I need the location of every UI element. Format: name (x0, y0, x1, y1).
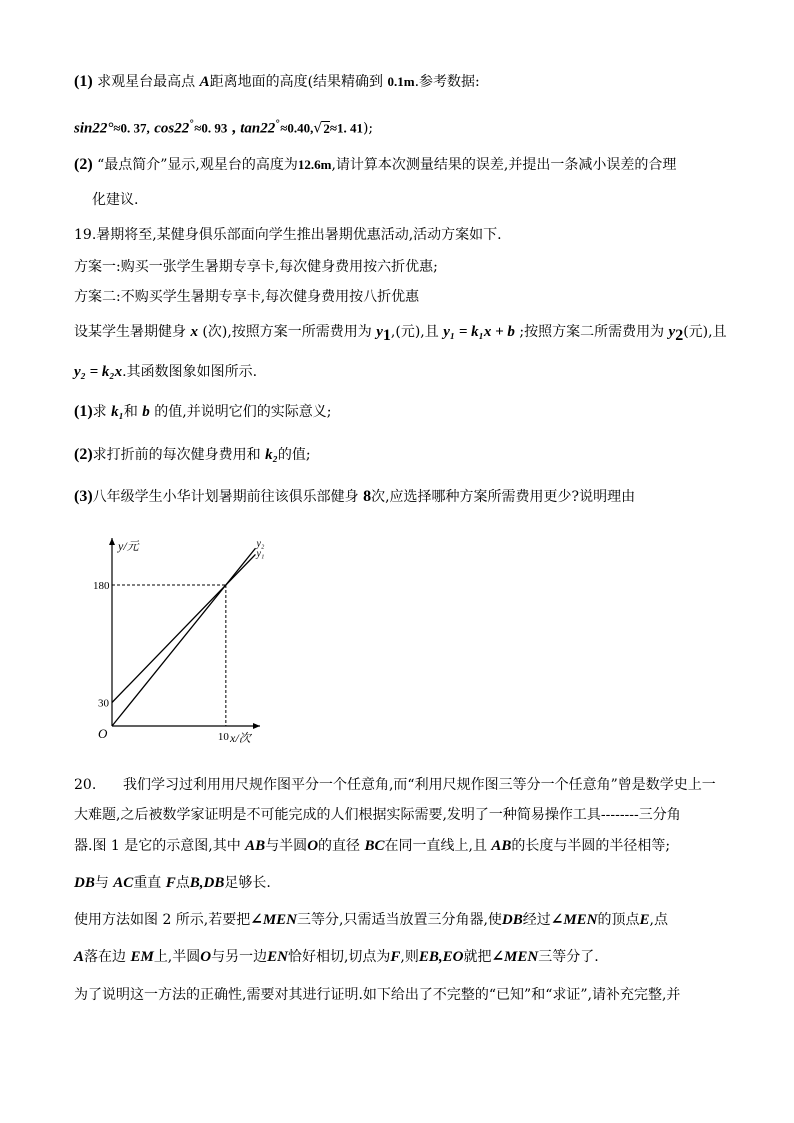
q18-part2-number: (2) (74, 156, 93, 173)
series-label-2: y₂ (256, 538, 265, 550)
q19-sub1: (1)求 k₁和 b 的值,并说明它们的实际意义; (74, 403, 332, 420)
cost-function-graph (90, 530, 290, 750)
q19-sub3: (3)八年级学生小华计划暑期前往该俱乐部健身 8次,应选择哪种方案所需费用更少?说明理由 (74, 488, 636, 505)
q20-line1: 20. 我们学习过利用用尺规作图平分一个任意角,而“利用尺规作图三等分一个任意角”曾是数学史上一 (74, 777, 716, 793)
q19-sub2: (2)求打折前的每次健身费用和 k₂的值; (74, 446, 311, 463)
q18-part2-line2: 化建议. (92, 192, 139, 208)
graph-marks (93, 538, 265, 743)
q20-line5: 使用方法如图 2 所示,若要把∠MEN三等分,只需适当放置三分角器,使DB经过∠MEN的顶点E,点 (74, 912, 668, 928)
origin-label: O (98, 726, 108, 741)
x-axis-arrow (253, 723, 260, 729)
series-line-1 (112, 554, 255, 702)
q20-line2: 大难题,之后被数学家证明是不可能完成的人们根据实际需要,发明了一种简易操作工具--------三分角 (74, 807, 681, 823)
q20-line4: DB与 AC重直 F点B,DB足够长. (74, 875, 271, 891)
q19-plan2: 方案二:不购买学生暑期专享卡,每次健身费用按八折优惠 (74, 289, 420, 305)
q19-title: 19.暑期将至,某健身俱乐部面向学生推出暑期优惠活动,活动方案如下. (74, 227, 502, 243)
q18-reference-data: sin22°≈0. 37, cos22°≈0. 93 , tan22°≈0.40,√2≈1. 41); (74, 119, 374, 137)
q19-plan1: 方案一:购买一张学生暑期专享卡,每次健身费用按六折优惠; (74, 259, 438, 275)
series-label-1: y₁ (256, 548, 265, 560)
y-tick-180: 180 (93, 580, 110, 592)
q19-setup-line: 设某学生暑期健身 x (次),按照方案一所需费用为 $y_1$,(元),且 y₁ = k₁x + b ;按照方案二所需费用为 $y_2$(元),且 (74, 324, 727, 344)
q20-line6: A落在边 EM上,半圆O与另一边EN恰好相切,切点为F,则EB,EO就把∠MEN三等分了. (74, 949, 599, 965)
q19-setup-line2: y₂ = k₂x.其函数图象如图所示. (74, 364, 258, 380)
y-axis-arrow (109, 538, 115, 545)
q18-part1-line: (1) 求观星台最高点 A距离地面的高度(结果精确到 0.1m.参考数据: (74, 73, 480, 90)
x-tick-10: 10 (217, 731, 229, 743)
x-axis-label: x/次 (230, 731, 251, 745)
y-axis-label: y/元 (118, 539, 139, 553)
series-line-2 (112, 548, 255, 726)
q20-line7: 为了说明这一方法的正确性,需要对其进行证明.如下给出了不完整的“已知”和“求证”,请补充完整,并 (74, 987, 681, 1003)
q18-part2-line: (2) “最点简介”显示,观星台的高度为12.6m,请计算本次测量结果的误差,并提出一条减小误差的合理 (74, 156, 677, 173)
q20-line3: 器.图 1 是它的示意图,其中 AB与半圆O的直径 BC在同一直线上,且 AB的长度与半圆的半径相等; (74, 838, 671, 854)
y-tick-30: 30 (98, 697, 109, 710)
q18-part1-number: (1) (74, 73, 93, 90)
